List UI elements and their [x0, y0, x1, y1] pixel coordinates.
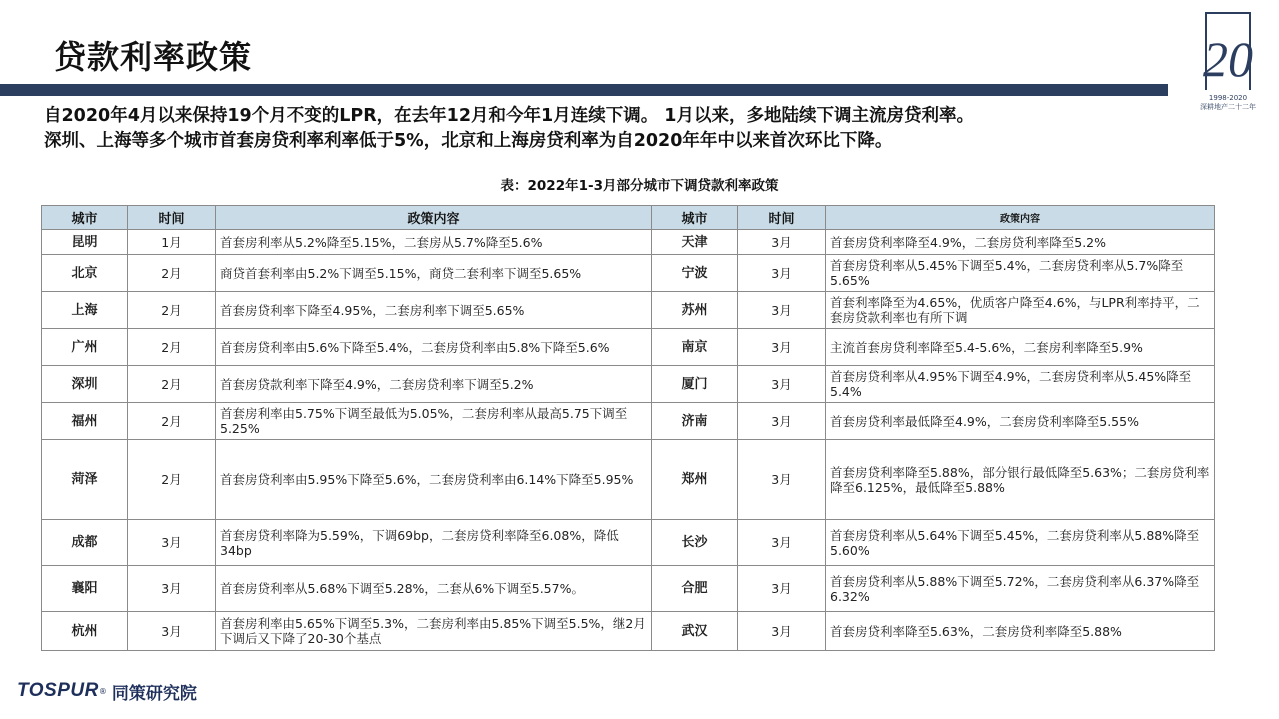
intro-line-1: 自2020年4月以来保持19个月不变的LPR，在去年12月和今年1月连续下调。 1月以来，多地陆续下调主流房贷利率。	[44, 106, 974, 126]
row-policy-right: 首套房贷利率从5.45%下调至5.4%，二套房贷利率从5.7%降至5.65%	[826, 255, 1215, 292]
row-time-right: 3月	[738, 366, 826, 403]
row-city-right: 长沙	[652, 520, 738, 566]
row-time-right: 3月	[738, 440, 826, 520]
header-content: 政策内容	[216, 206, 652, 230]
row-city: 深圳	[42, 366, 128, 403]
table-caption: 表：2022年1-3月部分城市下调贷款利率政策	[500, 178, 779, 194]
anniversary-numeral-icon	[1199, 10, 1257, 92]
row-policy: 首套房贷利率降为5.59%，下调69bp，二套房贷利率降至6.08%，降低34bp	[216, 520, 652, 566]
row-policy-right: 首套房贷利率从4.95%下调至4.9%，二套房贷利率从5.45%降至5.4%	[826, 366, 1215, 403]
table-row	[42, 403, 1215, 440]
row-policy-right: 首套房贷利率从5.88%下调至5.72%，二套房贷利率从6.37%降至6.32%	[826, 566, 1215, 612]
row-policy-right: 首套利率降至为4.65%，优质客户降至4.6%，与LPR利率持平，二套房贷款利率也有所下调	[826, 292, 1215, 329]
row-city: 昆明	[42, 230, 128, 255]
table-row	[42, 566, 1215, 612]
row-time: 3月	[128, 566, 216, 612]
row-policy-right: 首套房贷利率降至5.63%，二套房贷利率降至5.88%	[826, 612, 1215, 651]
row-policy-right: 主流首套房贷利率降至5.4-5.6%，二套房利率降至5.9%	[826, 329, 1215, 366]
row-policy-right: 首套房贷利率最低降至4.9%，二套房贷利率降至5.55%	[826, 403, 1215, 440]
row-time: 2月	[128, 366, 216, 403]
row-time-right: 3月	[738, 612, 826, 651]
header-city: 城市	[42, 206, 128, 230]
row-policy-right: 首套房贷利率从5.64%下调至5.45%，二套房贷利率从5.88%降至5.60%	[826, 520, 1215, 566]
row-policy-right: 首套房贷利率降至4.9%，二套房贷利率降至5.2%	[826, 230, 1215, 255]
row-time-right: 3月	[738, 520, 826, 566]
row-city: 杭州	[42, 612, 128, 651]
footer-registered: ®	[98, 686, 107, 696]
footer-logo	[17, 680, 197, 702]
intro-line-2: 深圳、上海等多个城市首套房贷利率利率低于5%，北京和上海房贷利率为自2020年年中以来首次环比下降。	[44, 131, 893, 151]
row-time: 1月	[128, 230, 216, 255]
title-divider	[0, 84, 1168, 96]
table-row	[42, 612, 1215, 651]
anniversary-years: 1998-2020	[1208, 94, 1248, 102]
table-header-row	[42, 206, 1215, 230]
row-time-right: 3月	[738, 329, 826, 366]
anniversary-logo	[1196, 10, 1260, 130]
header-time-right: 时间	[738, 206, 826, 230]
table-row	[42, 329, 1215, 366]
row-policy: 首套房利率从5.2%降至5.15%，二套房从5.7%降至5.6%	[216, 230, 652, 255]
page-title: 贷款利率政策	[54, 38, 253, 76]
row-city: 上海	[42, 292, 128, 329]
row-policy: 首套房贷款利率下降至4.9%，二套房贷利率下调至5.2%	[216, 366, 652, 403]
header-content-right: 政策内容	[826, 206, 1215, 230]
table-row	[42, 440, 1215, 520]
row-city: 广州	[42, 329, 128, 366]
row-policy-right: 首套房贷利率降至5.88%，部分银行最低降至5.63%；二套房贷利率降至6.125%，最低降至5.88%	[826, 440, 1215, 520]
row-city-right: 武汉	[652, 612, 738, 651]
row-city-right: 济南	[652, 403, 738, 440]
header-city-right: 城市	[652, 206, 738, 230]
row-time-right: 3月	[738, 403, 826, 440]
row-city-right: 厦门	[652, 366, 738, 403]
row-policy: 首套房贷利率由5.95%下降至5.6%，二套房贷利率由6.14%下降至5.95%	[216, 440, 652, 520]
row-city-right: 合肥	[652, 566, 738, 612]
row-city-right: 郑州	[652, 440, 738, 520]
row-policy: 首套房利率由5.75%下调至最低为5.05%，二套房利率从最高5.75下调至5.25%	[216, 403, 652, 440]
footer-institute-name: 同策研究院	[111, 683, 197, 704]
anniversary-subtitle: 深耕地产二十二年	[1200, 103, 1256, 111]
row-time-right: 3月	[738, 566, 826, 612]
row-city-right: 宁波	[652, 255, 738, 292]
row-city-right: 南京	[652, 329, 738, 366]
row-time-right: 3月	[738, 292, 826, 329]
row-time: 2月	[128, 403, 216, 440]
row-time-right: 3月	[738, 255, 826, 292]
row-city: 北京	[42, 255, 128, 292]
row-city: 菏泽	[42, 440, 128, 520]
row-time: 2月	[128, 329, 216, 366]
table-row	[42, 255, 1215, 292]
row-policy: 商贷首套利率由5.2%下调至5.15%，商贷二套利率下调至5.65%	[216, 255, 652, 292]
row-city-right: 天津	[652, 230, 738, 255]
row-policy: 首套房利率由5.65%下调至5.3%，二套房利率由5.85%下调至5.5%，继2月下调后又下降了20-30个基点	[216, 612, 652, 651]
anniversary-numeral: 20	[1203, 31, 1253, 87]
intro-paragraph	[44, 104, 1174, 154]
row-city-right: 苏州	[652, 292, 738, 329]
row-time: 2月	[128, 440, 216, 520]
row-time: 2月	[128, 255, 216, 292]
header-time: 时间	[128, 206, 216, 230]
row-policy: 首套房贷利率由5.6%下降至5.4%，二套房贷利率由5.8%下降至5.6%	[216, 329, 652, 366]
policy-table	[41, 205, 1215, 651]
row-policy: 首套房贷利率下降至4.95%，二套房利率下调至5.65%	[216, 292, 652, 329]
table-body	[42, 230, 1215, 651]
row-time-right: 3月	[738, 230, 826, 255]
table-row	[42, 292, 1215, 329]
footer-brand: TOSPUR	[17, 680, 99, 701]
row-city: 成都	[42, 520, 128, 566]
row-city: 福州	[42, 403, 128, 440]
table-row	[42, 230, 1215, 255]
row-time: 3月	[128, 612, 216, 651]
row-time: 2月	[128, 292, 216, 329]
table-row	[42, 520, 1215, 566]
row-city: 襄阳	[42, 566, 128, 612]
table-row	[42, 366, 1215, 403]
row-policy: 首套房贷利率从5.68%下调至5.28%，二套从6%下调至5.57%。	[216, 566, 652, 612]
row-time: 3月	[128, 520, 216, 566]
